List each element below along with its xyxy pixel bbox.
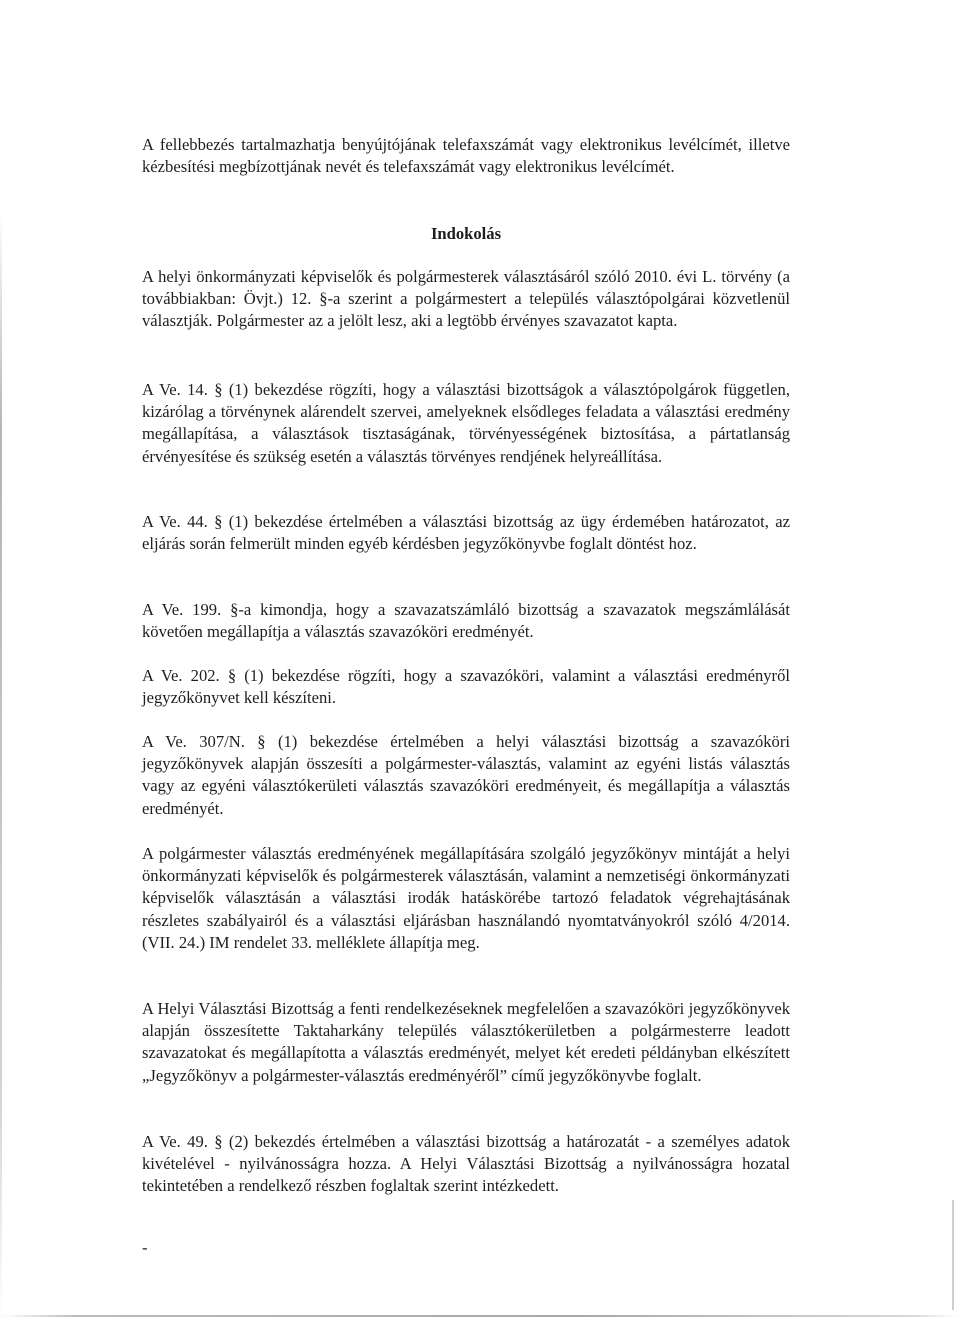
- scan-left-edge: [0, 210, 2, 1320]
- paragraph-ve-14: A Ve. 14. § (1) bekezdése rögzíti, hogy a választási bizottságok a választópolgárok független, kizárólag a törvénynek alárendelt szervei, amelyeknek elsődleges feladata a választási eredmény megállapítása, a választások tisztaságának, törvényességének biztosítása, a pártatlanság érvényesítése és szükség esetén a választás törvényes rendjének helyreállítása.: [142, 380, 790, 466]
- section-heading-indokolas: Indokolás: [430, 224, 502, 243]
- paragraph-ovjt: A helyi önkormányzati képviselők és polgármesterek választásáról szóló 2010. évi L. törvény (a továbbiakban: Övjt.) 12. §-a szerint a polgármestert a település választópolgárai közvetlenül választják. Polgármester az a jelölt lesz, aki a legtöbb érvényes szavazatot kapta.: [142, 267, 790, 331]
- paragraph-committee-result: A Helyi Választási Bizottság a fenti rendelkezéseknek megfelelően a szavazóköri jegyzőkönyvek alapján összesítette Taktaharkány település választókerületben a polgármesterre leadott szavazatokat és megállapította a választás eredményét, melyet két eredeti példányban elkészített „Jegyzőkönyv a polgármester-választás eredményéről” című jegyzőkönyvbe foglalt.: [142, 999, 790, 1085]
- scan-right-edge: [952, 1200, 954, 1310]
- scan-bottom-edge: [0, 1315, 960, 1317]
- footer-dash-mark: -: [142, 1238, 148, 1257]
- paragraph-ve-199: A Ve. 199. §-a kimondja, hogy a szavazatszámláló bizottság a szavazatok megszámlálását követően megállapítja a választás szavazóköri eredményét.: [142, 600, 790, 642]
- paragraph-ve-44: A Ve. 44. § (1) bekezdése értelmében a választási bizottság az ügy érdemében határozatot, az eljárás során felmerült minden egyéb kérdésben jegyzőkönyvbe foglalt döntést hoz.: [142, 512, 790, 554]
- paragraph-ve-307n: A Ve. 307/N. § (1) bekezdése értelmében a helyi választási bizottság a szavazóköri jegyzőkönyvek alapján összesíti a polgármester-választás, valamint az egyéni listás választás vagy az egyéni választókerületi választás szavazóköri eredményeit, és megállapítja a választás eredményét.: [142, 732, 790, 818]
- paragraph-appeal-contents: A fellebbezés tartalmazhatja benyújtójának telefaxszámát vagy elektronikus levélcímét, illetve kézbesítési megbízottjának nevét és telefaxszámát vagy elektronikus levélcímét.: [142, 135, 790, 177]
- paragraph-ve-49: A Ve. 49. § (2) bekezdés értelmében a választási bizottság a határozatát - a személyes adatok kivételével - nyilvánosságra hozza. A Helyi Választási Bizottság a nyilvánosságra hozatal tekintetében a rendelkező részben foglaltak szerint intézkedett.: [142, 1132, 790, 1196]
- paragraph-minutes-template: A polgármester választás eredményének megállapítására szolgáló jegyzőkönyv mintáját a helyi önkormányzati képviselők és polgármesterek választásán, valamint a nemzetiségi önkormányzati képviselők választásán a választási irodák hatáskörébe tartozó feladatok végrehajtásának részletes szabályairól és a választási eljárásban használandó nyomtatványokról szóló 4/2014. (VII. 24.) IM rendelet 33. melléklete állapítja meg.: [142, 844, 790, 952]
- paragraph-ve-202: A Ve. 202. § (1) bekezdése rögzíti, hogy a szavazóköri, valamint a választási eredményről jegyzőkönyvet kell készíteni.: [142, 666, 790, 708]
